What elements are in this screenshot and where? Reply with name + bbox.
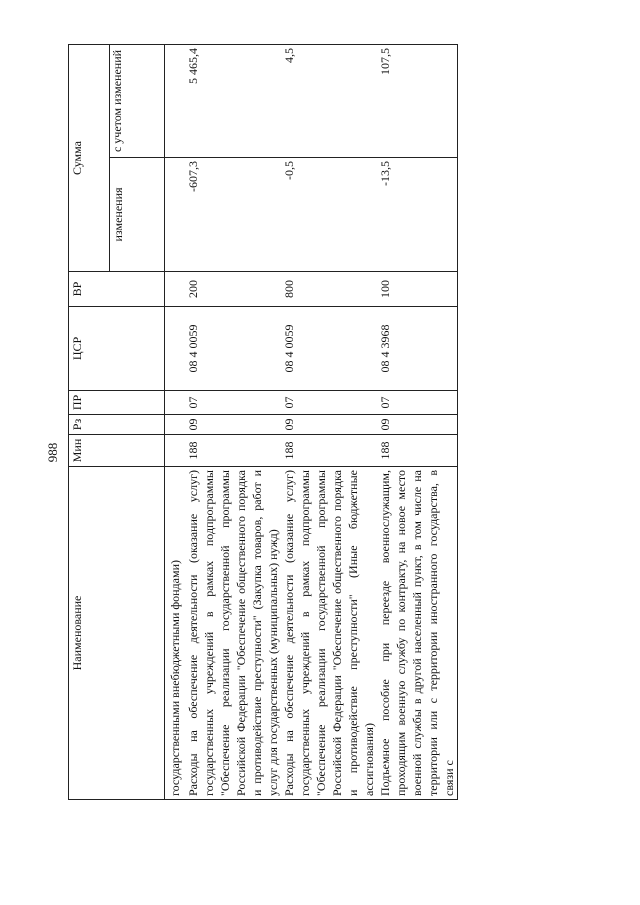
row-rz: 09 xyxy=(281,415,377,435)
row-pr xyxy=(165,391,186,415)
row-change: -13,5 xyxy=(377,158,458,272)
header-with-change: с учетом изменений xyxy=(110,44,165,157)
header-change: изменения xyxy=(110,158,165,272)
row-rz xyxy=(165,415,186,435)
header-name: Наименование xyxy=(69,467,165,800)
row-name: Расходы на обеспечение деятельности (оказание услуг) государственных учреждений в рамках подпрограммы "Обеспечение реализации государственной программы Российской Федерации "Обеспечение общественного порядка и противодействие преступности" (Иные бюджетные ассигнования) xyxy=(281,467,377,800)
row-min xyxy=(165,435,186,467)
row-csr: 08 4 3968 xyxy=(377,307,458,391)
row-pr: 07 xyxy=(377,391,458,415)
header-rz: Рз xyxy=(69,415,165,435)
row-name: Подъемное пособие при переезде военнослужащим, проходящим военную службу по контракту, на новое место военной службы в другой населенный пункт, в том числе на территории или с территории иностранного государства, в связи с xyxy=(377,467,458,800)
row-change: -0,5 xyxy=(281,158,377,272)
row-pr: 07 xyxy=(185,391,281,415)
row-pr: 07 xyxy=(281,391,377,415)
row-vr: 100 xyxy=(377,272,458,307)
row-total: 5 465,4 xyxy=(185,44,281,157)
row-change: -607,3 xyxy=(185,158,281,272)
row-rz: 09 xyxy=(185,415,281,435)
row-name: Расходы на обеспечение деятельности (оказание услуг) государственных учреждений в рамках подпрограммы "Обеспечение реализации государственной программы Российской Федерации "Обеспечение общественного порядка и противодействие преступности" (Закупка товаров, работ и услуг для государственных (муниципальных) нужд) xyxy=(185,467,281,800)
row-change xyxy=(165,158,186,272)
header-sum: Сумма xyxy=(69,44,110,271)
row-name: государственными внебюджетными фондами) xyxy=(165,467,186,800)
row-total: 4,5 xyxy=(281,44,377,157)
row-csr xyxy=(165,307,186,391)
row-vr xyxy=(165,272,186,307)
header-csr: ЦСР xyxy=(69,307,165,391)
row-min: 188 xyxy=(377,435,458,467)
row-rz: 09 xyxy=(377,415,458,435)
row-csr: 08 4 0059 xyxy=(281,307,377,391)
table-row xyxy=(377,44,458,799)
header-pr: ПР xyxy=(69,391,165,415)
table-row xyxy=(281,44,377,799)
header-min: Мин xyxy=(69,435,165,467)
row-vr: 200 xyxy=(185,272,281,307)
row-csr: 08 4 0059 xyxy=(185,307,281,391)
table-row xyxy=(165,44,186,799)
table-row xyxy=(185,44,281,799)
row-min: 188 xyxy=(281,435,377,467)
header-vr: ВР xyxy=(69,272,165,307)
row-vr: 800 xyxy=(281,272,377,307)
budget-table xyxy=(68,44,458,800)
page-number: 988 xyxy=(45,442,60,463)
row-min: 188 xyxy=(185,435,281,467)
row-total xyxy=(165,44,186,157)
row-total: 107,5 xyxy=(377,44,458,157)
